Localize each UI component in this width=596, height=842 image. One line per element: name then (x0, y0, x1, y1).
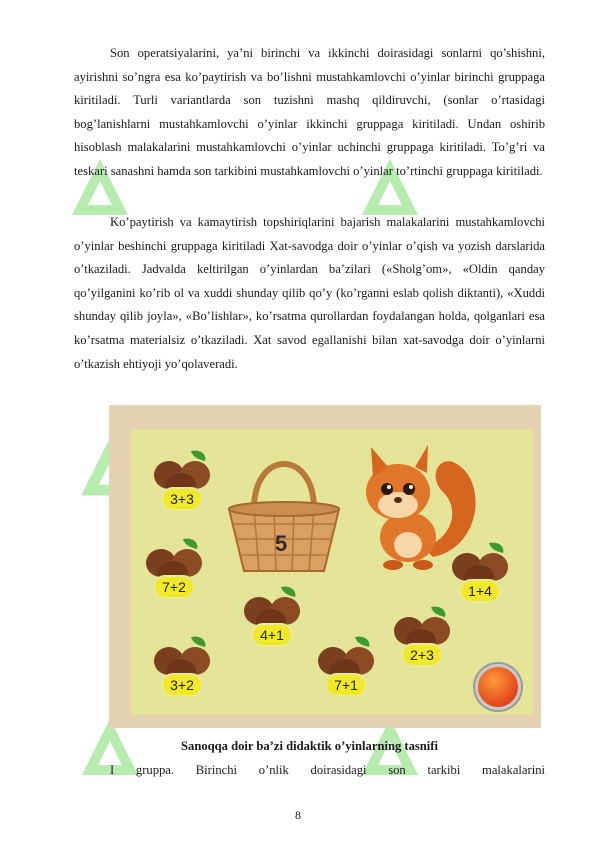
hazelnut-card[interactable] (449, 539, 511, 605)
hazelnut-card[interactable] (241, 583, 303, 649)
nut-label: 3+3 (161, 487, 203, 511)
hazelnut-card[interactable] (151, 447, 213, 513)
hazelnut-card[interactable] (151, 633, 213, 699)
nut-label: 3+2 (161, 673, 203, 697)
basket-image (219, 439, 349, 579)
page-number: 8 (295, 808, 301, 822)
hazelnut-card[interactable] (391, 603, 453, 669)
nut-label: 4+1 (251, 623, 293, 647)
paragraph-intro: Son operatsiyalarini, ya’ni birinchi va ikkinchi doirasidagi sonlarni qo’shishni, ayirishni so’ngra esa ko’paytirish va bo’lishni mustahkamlovchi o’yinlar birinchi gruppaga kiritiladi. Turli variantlarda son tuzishni mashq qildiruvchi, (sonlar o’rtasidagi bog’lanishlarni mustahkamlovchi o’yinlar ikkinchi gruppaga kiritiladi. Undan oshirib hisoblash malakalarini mustahkamlovchi o’yinlar uchinchi gruppaga kiritiladi. To’g’ri va teskari sanashni hamda son tarkibini mustahkamlovchi o’yinlar to’rtinchi gruppaga kiritiladi. (74, 46, 545, 178)
basket-number: 5 (275, 531, 288, 556)
nut-label: 2+3 (401, 643, 443, 667)
figure-caption: Sanoqqa doir ba’zi didaktik o’yinlarning tasnifi (181, 739, 438, 753)
nut-label: 1+4 (459, 579, 501, 603)
paragraph-games: Ko’paytirish va kamaytirish topshiriqlarini bajarish malakalarini mustahkamlovchi o’yinlar beshinchi gruppaga kiritiladi Xat-savodga doir o’yinlar o’qish va yozish darslarida o’tkaziladi. Jadvalda keltirilgan o’yinlardan ba’zilari («Sholg’om», «Oldin qanday qo’yilganini ko’rib ol va xuddi shunday qilib qo’y (ko’rganni eslab qolish diktanti), «Xuddi shunday qilib joyla», «Bo’lishlar», ko’rsatma qurollardan foydalangan holda, qolganlari esa ko’rsatma materialsiz o’tkaziladi. Xat savod egallanishi bilan xat-savodga doir o’yinlarni o’tkazish ehtiyoji yo’qolaveradi. (74, 215, 545, 371)
nut-label: 7+1 (325, 673, 367, 697)
hazelnut-card[interactable] (143, 535, 205, 601)
orange-round-button[interactable] (475, 664, 521, 710)
didactic-game-figure (109, 405, 541, 728)
game-board (131, 429, 533, 715)
paragraph-group-one: I gruppa. Birinchi o’nlik doirasidagi son tarkibi malakalarini (110, 763, 545, 777)
hazelnut-card[interactable] (315, 633, 377, 699)
nut-label: 7+2 (153, 575, 195, 599)
